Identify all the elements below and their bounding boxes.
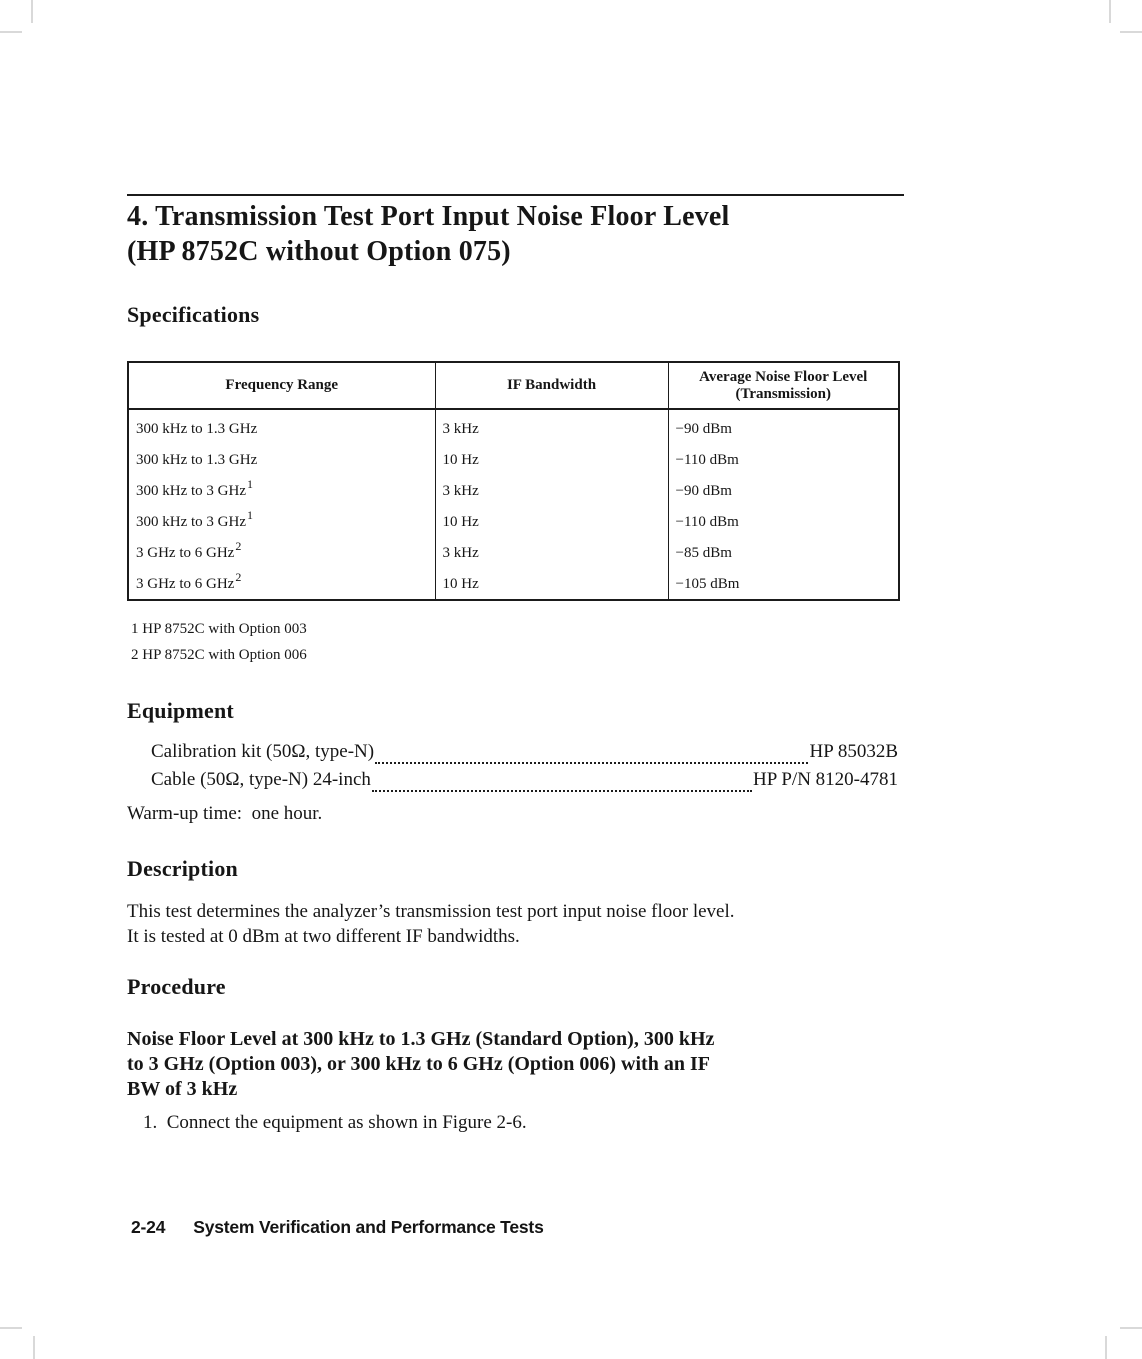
equipment-list [151,741,898,797]
crop-mark-top-left-horizontal [0,31,22,33]
column-header-noise-floor [668,362,899,409]
table-row [128,444,899,475]
footnote-marker: 2 [235,569,242,584]
description-line1: This test determines the analyzer’s transmission test port input noise floor level. [127,901,735,922]
equipment-item-value: HP 85032B [809,741,898,762]
frequency-text: 300 kHz to 3 GHz [136,513,246,530]
frequency-text: 300 kHz to 3 GHz [136,482,246,499]
table-row [128,537,899,568]
table-row [128,475,899,506]
description-heading: Description [127,856,238,881]
cell-frequency [128,506,435,537]
page-title-line2: (HP 8752C without Option 075) [127,236,511,267]
procedure-subsection-title [127,1027,917,1102]
cell-bandwidth: 10 Hz [435,506,668,537]
warmup-time-note: Warm-up time: one hour. [127,803,323,824]
table-footnote-2: 2 HP 8752C with Option 006 [131,647,307,663]
equipment-item-label: Calibration kit (50Ω, type-N) [151,741,375,762]
procedure-heading: Procedure [127,974,226,999]
equipment-item-label: Cable (50Ω, type-N) 24-inch [151,769,371,790]
cell-frequency [128,568,435,600]
cell-frequency [128,444,435,475]
cell-level: −90 dBm [668,409,899,444]
crop-mark-bottom-left-horizontal [0,1327,22,1329]
equipment-item [151,769,898,797]
frequency-text: 300 kHz to 1.3 GHz [136,451,258,468]
subsection-line1: Noise Floor Level at 300 kHz to 1.3 GHz (Standard Option), 300 kHz [127,1028,715,1050]
crop-mark-bottom-right-vertical [1105,1336,1107,1359]
page-title [127,199,927,269]
section-divider [127,194,904,196]
procedure-step-1: 1. Connect the equipment as shown in Figure 2-6. [143,1112,527,1133]
cell-level: −110 dBm [668,506,899,537]
column-header-noise-floor-line2: (Transmission) [735,385,832,402]
frequency-text: 3 GHz to 6 GHz [136,575,235,592]
cell-bandwidth: 10 Hz [435,444,668,475]
crop-mark-bottom-right-horizontal [1120,1327,1142,1329]
footnote-marker: 2 [235,538,242,553]
cell-bandwidth: 3 kHz [435,409,668,444]
table-header-row [128,362,899,409]
column-header-if-bandwidth: IF Bandwidth [435,362,668,409]
equipment-heading: Equipment [127,698,234,723]
cell-frequency [128,537,435,568]
subsection-line2: to 3 GHz (Option 003), or 300 kHz to 6 GHz (Option 006) with an IF [127,1053,710,1075]
frequency-text: 300 kHz to 1.3 GHz [136,420,258,437]
crop-mark-bottom-left-vertical [33,1336,35,1359]
equipment-item-value: HP P/N 8120-4781 [753,769,898,790]
cell-level: −110 dBm [668,444,899,475]
column-header-frequency-range: Frequency Range [128,362,435,409]
page-number: 2-24 [131,1217,166,1237]
frequency-text: 3 GHz to 6 GHz [136,544,235,561]
cell-bandwidth: 3 kHz [435,475,668,506]
crop-mark-top-left-vertical [31,0,33,23]
specifications-table [127,361,900,601]
cell-level: −90 dBm [668,475,899,506]
description-line2: It is tested at 0 dBm at two different IF bandwidths. [127,926,520,947]
specifications-heading: Specifications [127,302,260,327]
table-footnote-1: 1 HP 8752C with Option 003 [131,621,307,637]
table-row [128,568,899,600]
equipment-item [151,741,898,769]
subsection-line3: BW of 3 kHz [127,1078,238,1100]
column-header-noise-floor-line1: Average Noise Floor Level [699,368,868,385]
description-paragraph [127,899,927,949]
footer-title: System Verification and Performance Tests [193,1217,544,1237]
page-footer [131,1217,544,1238]
page-title-line1: 4. Transmission Test Port Input Noise Floor Level [127,201,730,232]
table-row [128,506,899,537]
table-row [128,409,899,444]
crop-mark-top-right-horizontal [1120,31,1142,33]
cell-level: −105 dBm [668,568,899,600]
dot-leader [372,790,752,792]
footnote-marker: 1 [246,507,253,522]
crop-mark-top-right-vertical [1109,0,1111,23]
dot-leader [375,762,808,764]
footnote-marker: 1 [246,476,253,491]
cell-bandwidth: 10 Hz [435,568,668,600]
cell-frequency [128,409,435,444]
cell-frequency [128,475,435,506]
cell-bandwidth: 3 kHz [435,537,668,568]
cell-level: −85 dBm [668,537,899,568]
